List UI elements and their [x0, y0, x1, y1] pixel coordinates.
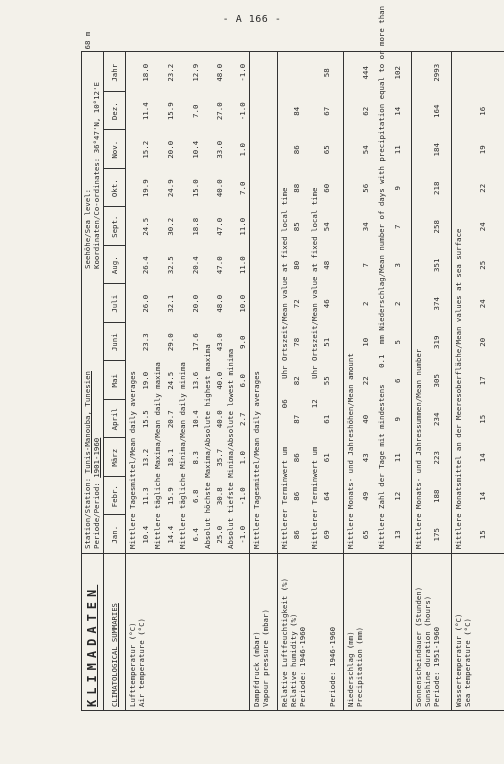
air-temp-abs-min-value: 7.0 [238, 181, 247, 195]
rule [277, 51, 278, 711]
rule [343, 51, 344, 711]
precip-days-value: 11 [393, 145, 402, 155]
precip-amount-value: 7 [361, 263, 370, 268]
sunshine-hours-value: 218 [432, 181, 441, 195]
doc-subtitle: CLIMATOLOGICAL SUMMARIES [110, 603, 119, 707]
precip-days-suffix: mm Niederschlag/Mean number of days with precipitation equal to or more than [377, 5, 386, 345]
period-label: Periode/Period: [92, 482, 101, 549]
air-temp-daily-avg-value: 13.2 [141, 448, 150, 467]
humidity-label-en: Relative humidity (%) [289, 613, 298, 707]
humidity-06-value: 84 [292, 106, 301, 116]
humidity-12-value: 61 [322, 414, 331, 424]
sunshine-hours-value: 258 [432, 220, 441, 234]
sunshine-hours-value: 175 [432, 528, 441, 542]
air-temp-daily-avg-value: 10.4 [141, 525, 150, 544]
precip-amount-value: 2 [361, 301, 370, 306]
humidity-12-value: 67 [322, 106, 331, 116]
month-divider [103, 438, 125, 439]
air-temp-daily-avg-value: 26.4 [141, 256, 150, 275]
air-temp-abs-max-value: 48.0 [215, 63, 224, 82]
sea-temp-value: 24 [478, 222, 487, 232]
precip-label-de: Niederschlag (mm) [346, 631, 355, 707]
month-header-6: Juli [110, 294, 119, 313]
month-divider [103, 322, 125, 323]
sunshine-hours-value: 374 [432, 297, 441, 311]
air-temp-abs-min-value: 1.0 [238, 451, 247, 465]
air-temp-daily-max-value: 29.0 [166, 333, 175, 352]
humidity-label-de: Relative Luftfeuchtigkeit (%) [280, 577, 289, 707]
rule [81, 553, 504, 554]
precip-amount-value: 54 [361, 145, 370, 155]
humidity-12-suffix: Uhr Ortszeit/Mean value at fixed local time [310, 187, 319, 379]
air-temp-daily-max-value: 14.4 [166, 525, 175, 544]
air-temp-daily-max-value: 15.9 [166, 102, 175, 121]
sea-temp-value: 14 [478, 453, 487, 463]
humidity-12-value: 64 [322, 491, 331, 501]
humidity-12-value: 58 [322, 68, 331, 78]
sunshine-hours-value: 223 [432, 451, 441, 465]
air-temp-daily-min-caption: Mittlere tägliche Minima/Mean daily minima [178, 362, 187, 549]
sea-temp-value: 24 [478, 299, 487, 309]
sunshine-hours-value: 305 [432, 374, 441, 388]
month-header-11: Dez. [110, 102, 119, 121]
sunshine-hours-value: 164 [432, 104, 441, 118]
rule [125, 51, 126, 711]
month-header-12: Jahr [110, 63, 119, 82]
humidity-12-value: 54 [322, 222, 331, 232]
month-header-9: Okt. [110, 179, 119, 198]
sea-temp-value: 22 [478, 183, 487, 193]
air-temp-abs-min-value: 11.0 [238, 217, 247, 236]
month-divider [103, 130, 125, 131]
month-divider [103, 245, 125, 246]
air-temp-abs-max-value: 40.0 [215, 179, 224, 198]
humidity-06-value: 87 [292, 414, 301, 424]
air-temp-daily-max-value: 20.7 [166, 410, 175, 429]
precip-days-caption: Mittlere Zahl der Tage mit mindestens [377, 384, 386, 549]
month-divider [103, 91, 125, 92]
month-divider [103, 399, 125, 400]
air-temp-daily-min-value: 7.0 [191, 104, 200, 118]
air-temp-abs-min-value: 11.0 [238, 256, 247, 275]
humidity-06-value: 86 [292, 453, 301, 463]
air-temp-abs-max-value: 40.0 [215, 410, 224, 429]
sea-caption: Mittlere Monatsmittel an der Meeresoberfläche/Mean values at sea surface [454, 228, 463, 549]
doc-title: KLIMADATEN [85, 584, 99, 707]
rule [249, 51, 250, 711]
sunshine-label-en: Sunshine duration (hours) [423, 595, 432, 707]
humidity-12-value: 61 [322, 453, 331, 463]
elevation-value: 68 [83, 40, 92, 50]
rule [411, 51, 412, 711]
page-number: - A 166 - [222, 14, 282, 25]
air-temp-daily-max-value: 24.5 [166, 371, 175, 390]
air-temp-abs-max-value: 47.0 [215, 217, 224, 236]
air-temp-daily-max-value: 20.0 [166, 140, 175, 159]
air-temp-daily-min-value: 20.0 [191, 294, 200, 313]
air-temp-daily-max-value: 23.2 [166, 63, 175, 82]
month-header-1: Febr. [110, 485, 119, 508]
air-temp-abs-min-value: -1.0 [238, 102, 247, 121]
sunshine-hours-value: 184 [432, 143, 441, 157]
sunshine-hours-value: 188 [432, 489, 441, 503]
precip-days-value: 6 [393, 378, 402, 383]
humidity-period-2: Periode: 1946-1960 [328, 626, 337, 707]
precip-days-amount: 0.1 [377, 354, 386, 368]
air-temp-daily-avg-value: 19.9 [141, 179, 150, 198]
humidity-12-value: 65 [322, 145, 331, 155]
air-temp-abs-max-value: 25.0 [215, 525, 224, 544]
rule [451, 51, 452, 711]
month-divider [103, 515, 125, 516]
station-label: Station/Station: [83, 477, 92, 549]
precip-amount-value: 10 [361, 337, 370, 347]
sunshine-caption: Mittlere Monats- und Jahressummen/Mean number [414, 348, 423, 549]
humidity-12-caption: Mittlerer Terminwert um [310, 446, 319, 549]
month-header-5: Juni [110, 333, 119, 352]
sunshine-label-de: Sonnenscheindauer (Stunden) [414, 586, 423, 707]
sea-temp-value: 14 [478, 491, 487, 501]
air-temp-abs-max-value: 48.0 [215, 294, 224, 313]
air-temp-abs-min-value: 9.0 [238, 335, 247, 349]
air-temp-abs-min-value: -1.0 [238, 487, 247, 506]
air-temp-daily-min-value: 10.4 [191, 410, 200, 429]
precip-days-value: 9 [393, 417, 402, 422]
coordinates-label: Koordinaten/Co-ordinates: [92, 157, 101, 269]
precip-label-en: Precipitation (mm) [355, 626, 364, 707]
air-temp-abs-max-caption: Absolut höchste Maxima/Absolute highest maxima [203, 344, 212, 549]
sea-label-en: Sea temperature (°C) [463, 618, 472, 707]
humidity-12-hour: 12 [310, 399, 319, 409]
air-temp-daily-min-value: 8.3 [191, 451, 200, 465]
air-temp-abs-max-value: 27.0 [215, 102, 224, 121]
air-temp-daily-avg-caption: Mittlere Tagesmittel/Mean daily averages [128, 371, 137, 549]
air-temp-daily-min-value: 6.4 [191, 528, 200, 542]
precip-amount-value: 444 [361, 66, 370, 80]
precip-days-value: 12 [393, 491, 402, 501]
sea-temp-value: 16 [478, 106, 487, 116]
air-temp-abs-max-value: 43.0 [215, 333, 224, 352]
month-header-7: Aug. [110, 256, 119, 275]
air-temp-daily-min-value: 10.4 [191, 140, 200, 159]
air-temp-abs-max-value: 40.0 [215, 371, 224, 390]
month-header-10: Nov. [110, 140, 119, 159]
humidity-06-caption: Mittlerer Terminwert um [280, 446, 289, 549]
air-temp-daily-min-value: 17.6 [191, 333, 200, 352]
air-temp-abs-min-value: 1.0 [238, 143, 247, 157]
air-temp-abs-min-value: 2.7 [238, 412, 247, 426]
air-temp-daily-max-value: 32.1 [166, 294, 175, 313]
air-temp-daily-max-caption: Mittlere tägliche Maxima/Mean daily maxima [153, 362, 162, 549]
month-divider [103, 168, 125, 169]
period-value: 1901-1960 [92, 437, 101, 478]
vapour-daily-avg-caption: Mittlere Tagesmittel/Mean daily averages [252, 371, 261, 549]
month-header-0: Jan. [110, 525, 119, 544]
month-divider [103, 361, 125, 362]
humidity-06-value: 86 [292, 145, 301, 155]
sea-temp-value: 15 [478, 414, 487, 424]
air-temp-daily-max-value: 18.1 [166, 448, 175, 467]
air-temp-daily-min-value: 20.4 [191, 256, 200, 275]
sea-temp-value: 15 [478, 530, 487, 540]
precip-days-value: 11 [393, 453, 402, 463]
month-divider [103, 476, 125, 477]
air-temp-abs-min-value: 10.0 [238, 294, 247, 313]
elevation-unit: m [83, 31, 92, 37]
sea-temp-value: 17 [478, 376, 487, 386]
air-temp-daily-min-value: 6.8 [191, 489, 200, 503]
station-value: Tunis-Manouba, Tunesien [83, 371, 92, 474]
air-temp-abs-min-caption: Absolut tiefste Minima/Absolute lowest minima [226, 348, 235, 549]
humidity-06-value: 88 [292, 183, 301, 193]
air-temp-label-en: Air temperature (°C) [137, 618, 146, 707]
humidity-06-hour: 06 [280, 399, 289, 409]
humidity-12-value: 51 [322, 337, 331, 347]
precip-days-value: 5 [393, 340, 402, 345]
precip-days-value: 14 [393, 106, 402, 116]
sea-temp-value: 19 [478, 145, 487, 155]
air-temp-abs-max-value: 47.0 [215, 256, 224, 275]
air-temp-daily-avg-value: 26.0 [141, 294, 150, 313]
humidity-06-value: 80 [292, 260, 301, 270]
air-temp-daily-min-value: 12.9 [191, 63, 200, 82]
precip-days-value: 7 [393, 224, 402, 229]
air-temp-daily-max-value: 32.5 [166, 256, 175, 275]
humidity-12-value: 48 [322, 260, 331, 270]
precip-amount-value: 43 [361, 453, 370, 463]
air-temp-abs-min-value: -1.0 [238, 63, 247, 82]
precip-amount-value: 49 [361, 491, 370, 501]
humidity-06-value: 72 [292, 299, 301, 309]
precip-amount-value: 40 [361, 414, 370, 424]
humidity-12-value: 69 [322, 530, 331, 540]
air-temp-daily-avg-value: 11.4 [141, 102, 150, 121]
air-temp-daily-avg-value: 15.2 [141, 140, 150, 159]
precip-amount-caption: Mittlere Monats- und Jahreshöhen/Mean amount [346, 353, 355, 549]
vapour-label-en: Vapour pressure (mbar) [261, 609, 270, 707]
coordinates-value: 36°47'N, 10°12'E [92, 82, 101, 154]
air-temp-daily-avg-value: 24.5 [141, 217, 150, 236]
sunshine-period: Periode: 1951-1960 [432, 626, 441, 707]
humidity-06-value: 78 [292, 337, 301, 347]
sunshine-hours-value: 2993 [432, 63, 441, 82]
air-temp-abs-max-value: 33.0 [215, 140, 224, 159]
precip-amount-value: 62 [361, 106, 370, 116]
sunshine-hours-value: 234 [432, 412, 441, 426]
vapour-label-de: Dampfdruck (mbar) [252, 631, 261, 707]
air-temp-daily-avg-value: 23.3 [141, 333, 150, 352]
month-header-4: Mai [110, 374, 119, 388]
sea-label-de: Wassertemperatur (°C) [454, 613, 463, 707]
precip-days-value: 9 [393, 186, 402, 191]
air-temp-daily-avg-value: 11.3 [141, 487, 150, 506]
air-temp-abs-min-value: 6.0 [238, 374, 247, 388]
month-header-8: Sept. [110, 215, 119, 238]
humidity-06-suffix: Uhr Ortszeit/Mean value at fixed local time [280, 187, 289, 379]
sunshine-hours-value: 319 [432, 335, 441, 349]
sea-temp-value: 20 [478, 337, 487, 347]
humidity-06-value: 86 [292, 530, 301, 540]
rule [103, 51, 104, 711]
month-header-3: April [110, 408, 119, 431]
air-temp-abs-min-value: -1.0 [238, 525, 247, 544]
precip-amount-value: 56 [361, 183, 370, 193]
precip-days-value: 13 [393, 530, 402, 540]
air-temp-label-de: Lufttemperatur (°C) [128, 622, 137, 707]
humidity-06-value: 86 [292, 491, 301, 501]
air-temp-abs-max-value: 30.8 [215, 487, 224, 506]
air-temp-daily-min-value: 15.0 [191, 179, 200, 198]
air-temp-daily-min-value: 18.8 [191, 217, 200, 236]
elevation-label: Seehöhe/Sea level: [83, 188, 92, 269]
air-temp-daily-avg-value: 19.0 [141, 371, 150, 390]
month-divider [103, 284, 125, 285]
air-temp-daily-avg-value: 15.5 [141, 410, 150, 429]
precip-amount-value: 65 [361, 530, 370, 540]
air-temp-daily-min-value: 13.6 [191, 371, 200, 390]
humidity-12-value: 60 [322, 183, 331, 193]
humidity-period-1: Periode: 1946-1960 [298, 626, 307, 707]
air-temp-abs-max-value: 35.7 [215, 448, 224, 467]
air-temp-daily-max-value: 24.9 [166, 179, 175, 198]
precip-days-value: 3 [393, 263, 402, 268]
humidity-12-value: 46 [322, 299, 331, 309]
humidity-12-value: 55 [322, 376, 331, 386]
sunshine-hours-value: 351 [432, 258, 441, 272]
humidity-06-value: 82 [292, 376, 301, 386]
air-temp-daily-avg-value: 18.0 [141, 63, 150, 82]
sea-temp-value: 25 [478, 260, 487, 270]
precip-days-value: 2 [393, 301, 402, 306]
precip-amount-value: 34 [361, 222, 370, 232]
month-divider [103, 207, 125, 208]
air-temp-daily-max-value: 15.9 [166, 487, 175, 506]
humidity-06-value: 85 [292, 222, 301, 232]
air-temp-daily-max-value: 30.2 [166, 217, 175, 236]
month-header-2: März [110, 448, 119, 467]
precip-days-value: 102 [393, 66, 402, 80]
precip-amount-value: 22 [361, 376, 370, 386]
